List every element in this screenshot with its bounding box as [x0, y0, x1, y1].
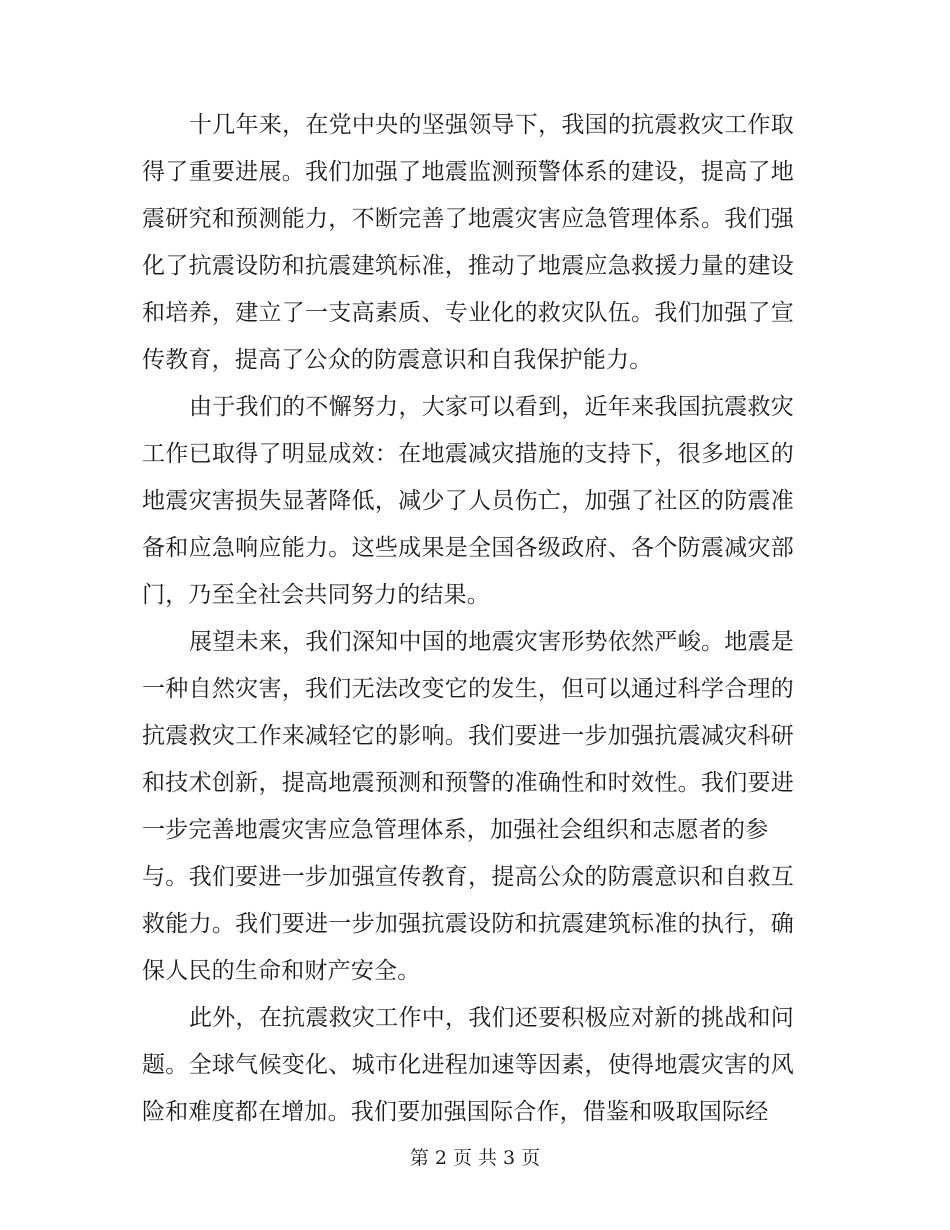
text-line: 与。我们要进一步加强宣传教育，提高公众的防震意识和自救互	[142, 864, 794, 890]
text-line: 地震灾害损失显著降低，减少了人员伤亡，加强了社区的防震准	[142, 488, 794, 514]
text-line: 题。全球气候变化、城市化进程加速等因素，使得地震灾害的风	[142, 1052, 794, 1078]
text-line: 和培养，建立了一支高素质、专业化的救灾队伍。我们加强了宣	[142, 300, 794, 326]
text-line: 和技术创新，提高地震预测和预警的准确性和时效性。我们要进	[142, 770, 794, 796]
paragraph-first-line: 此外，在抗震救灾工作中，我们还要积极应对新的挑战和问	[189, 1005, 794, 1031]
text-line: 险和难度都在增加。我们要加强国际合作，借鉴和吸取国际经	[142, 1099, 769, 1125]
paragraph-first-line: 十几年来，在党中央的坚强领导下，我国的抗震救灾工作取	[189, 112, 794, 138]
text-line: 工作已取得了明显成效：在地震减灾措施的支持下，很多地区的	[142, 441, 794, 467]
page-footer: 第 2 页 共 3 页	[409, 1147, 541, 1169]
text-line: 一步完善地震灾害应急管理体系，加强社会组织和志愿者的参	[142, 817, 769, 843]
text-line: 化了抗震设防和抗震建筑标准，推动了地震应急救援力量的建设	[142, 253, 794, 279]
text-line: 一种自然灾害，我们无法改变它的发生，但可以通过科学合理的	[142, 676, 794, 702]
text-line: 保人民的生命和财产安全。	[142, 958, 421, 984]
paragraph-first-line: 由于我们的不懈努力，大家可以看到，近年来我国抗震救灾	[189, 394, 794, 420]
text-line: 传教育，提高了公众的防震意识和自我保护能力。	[142, 347, 653, 373]
paragraph-first-line: 展望未来，我们深知中国的地震灾害形势依然严峻。地震是	[189, 629, 794, 655]
text-line: 救能力。我们要进一步加强抗震设防和抗震建筑标准的执行，确	[142, 911, 794, 937]
text-line: 备和应急响应能力。这些成果是全国各级政府、各个防震减灾部	[142, 535, 794, 561]
text-line: 门，乃至全社会共同努力的结果。	[142, 582, 490, 608]
text-line: 得了重要进展。我们加强了地震监测预警体系的建设，提高了地	[142, 159, 794, 185]
document-body	[142, 102, 794, 1136]
text-line: 震研究和预测能力，不断完善了地震灾害应急管理体系。我们强	[142, 206, 794, 232]
text-line: 抗震救灾工作来减轻它的影响。我们要进一步加强抗震减灾科研	[142, 723, 794, 749]
